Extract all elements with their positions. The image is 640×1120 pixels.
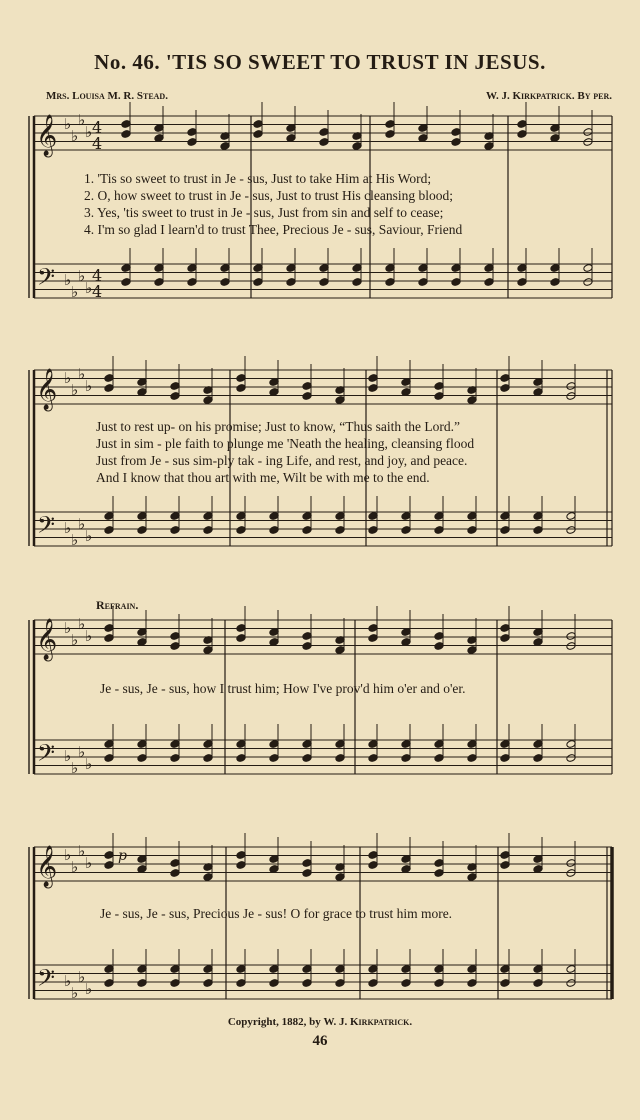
- composer-credit: W. J. Kirkpatrick. By per.: [486, 90, 612, 102]
- flat-icon: ♭: [71, 531, 79, 549]
- flat-icon: ♭: [85, 123, 93, 141]
- time-signature: 4: [92, 266, 103, 285]
- treble-clef-icon: 𝄞: [36, 619, 58, 660]
- flat-icon: ♭: [71, 858, 79, 876]
- flat-icon: ♭: [85, 377, 93, 395]
- treble-clef-icon: 𝄞: [36, 115, 58, 156]
- verse-line: 3. Yes, 'tis sweet to trust in Je - sus, Just from sin and self to cease;: [84, 205, 444, 220]
- flat-icon: ♭: [85, 755, 93, 773]
- flat-icon: ♭: [71, 759, 79, 777]
- flat-icon: ♭: [64, 972, 72, 990]
- time-signature: 4: [92, 118, 103, 137]
- flat-icon: ♭: [64, 115, 72, 133]
- time-signature: 4: [92, 134, 103, 153]
- flat-icon: ♭: [78, 743, 86, 761]
- flat-icon: ♭: [64, 846, 72, 864]
- flat-icon: ♭: [78, 111, 86, 129]
- bass-clef-icon: 𝄢: [37, 263, 56, 296]
- bass-clef-icon: 𝄢: [37, 964, 56, 997]
- verse-line: 4. I'm so glad I learn'd to trust Thee, Precious Je - sus, Saviour, Friend: [84, 222, 463, 237]
- flat-icon: ♭: [71, 127, 79, 145]
- treble-clef-icon: 𝄞: [36, 846, 58, 887]
- lyricist-credit: Mrs. Louisa M. R. Stead.: [46, 90, 168, 102]
- flat-icon: ♭: [64, 619, 72, 637]
- verse-lines-part2: [96, 418, 474, 486]
- verse-line: 1. 'Tis so sweet to trust in Je - sus, Just to take Him at His Word;: [84, 171, 432, 186]
- flat-icon: ♭: [78, 365, 86, 383]
- flat-icon: ♭: [85, 279, 93, 297]
- bass-clef-icon: 𝄢: [37, 511, 56, 544]
- verse-line: And I know that thou art with me, Wilt be with me to the end.: [96, 470, 430, 485]
- bass-clef-icon: 𝄢: [37, 739, 56, 772]
- flat-icon: ♭: [85, 627, 93, 645]
- flat-icon: ♭: [85, 527, 93, 545]
- flat-icon: ♭: [71, 283, 79, 301]
- dynamic-mark: p: [118, 848, 127, 864]
- verse-line: Just in sim - ple faith to plunge me 'Neath the healing, cleansing flood: [96, 436, 475, 451]
- time-signature: 4: [92, 282, 103, 301]
- verse-line: 2. O, how sweet to trust in Je - sus, Just to trust His cleansing blood;: [84, 188, 453, 203]
- verse-line: Just from Je - sus sim-ply tak - ing Life, and rest, and joy, and peace.: [96, 453, 468, 468]
- refrain-lyric-line: Je - sus, Je - sus, how I trust him; How I've prov'd him o'er and o'er.: [100, 681, 466, 696]
- flat-icon: ♭: [78, 267, 86, 285]
- verse-lines-part1: [84, 170, 462, 238]
- flat-icon: ♭: [71, 631, 79, 649]
- flat-icon: ♭: [85, 854, 93, 872]
- flat-icon: ♭: [64, 747, 72, 765]
- copyright-holder: W. J. Kirkpatrick.: [323, 1016, 413, 1028]
- copyright-prefix: Copyright, 1882, by: [227, 1016, 321, 1028]
- flat-icon: ♭: [64, 519, 72, 537]
- verse-line: Just to rest up- on his promise; Just to know, “Thus saith the Lord.”: [96, 419, 460, 434]
- flat-icon: ♭: [85, 980, 93, 998]
- refrain-label: Refrain.: [96, 598, 139, 612]
- flat-icon: ♭: [64, 271, 72, 289]
- flat-icon: ♭: [78, 615, 86, 633]
- page-number: 46: [312, 1033, 328, 1049]
- treble-clef-icon: 𝄞: [36, 369, 58, 410]
- flat-icon: ♭: [71, 381, 79, 399]
- copyright-notice: [0, 1016, 640, 1028]
- flat-icon: ♭: [78, 515, 86, 533]
- hymn-title: No. 46. 'TIS SO SWEET TO TRUST IN JESUS.: [94, 50, 546, 74]
- flat-icon: ♭: [71, 984, 79, 1002]
- flat-icon: ♭: [64, 369, 72, 387]
- flat-icon: ♭: [78, 842, 86, 860]
- flat-icon: ♭: [78, 968, 86, 986]
- refrain-lyric-line: Je - sus, Je - sus, Precious Je - sus! O for grace to trust him more.: [100, 906, 453, 921]
